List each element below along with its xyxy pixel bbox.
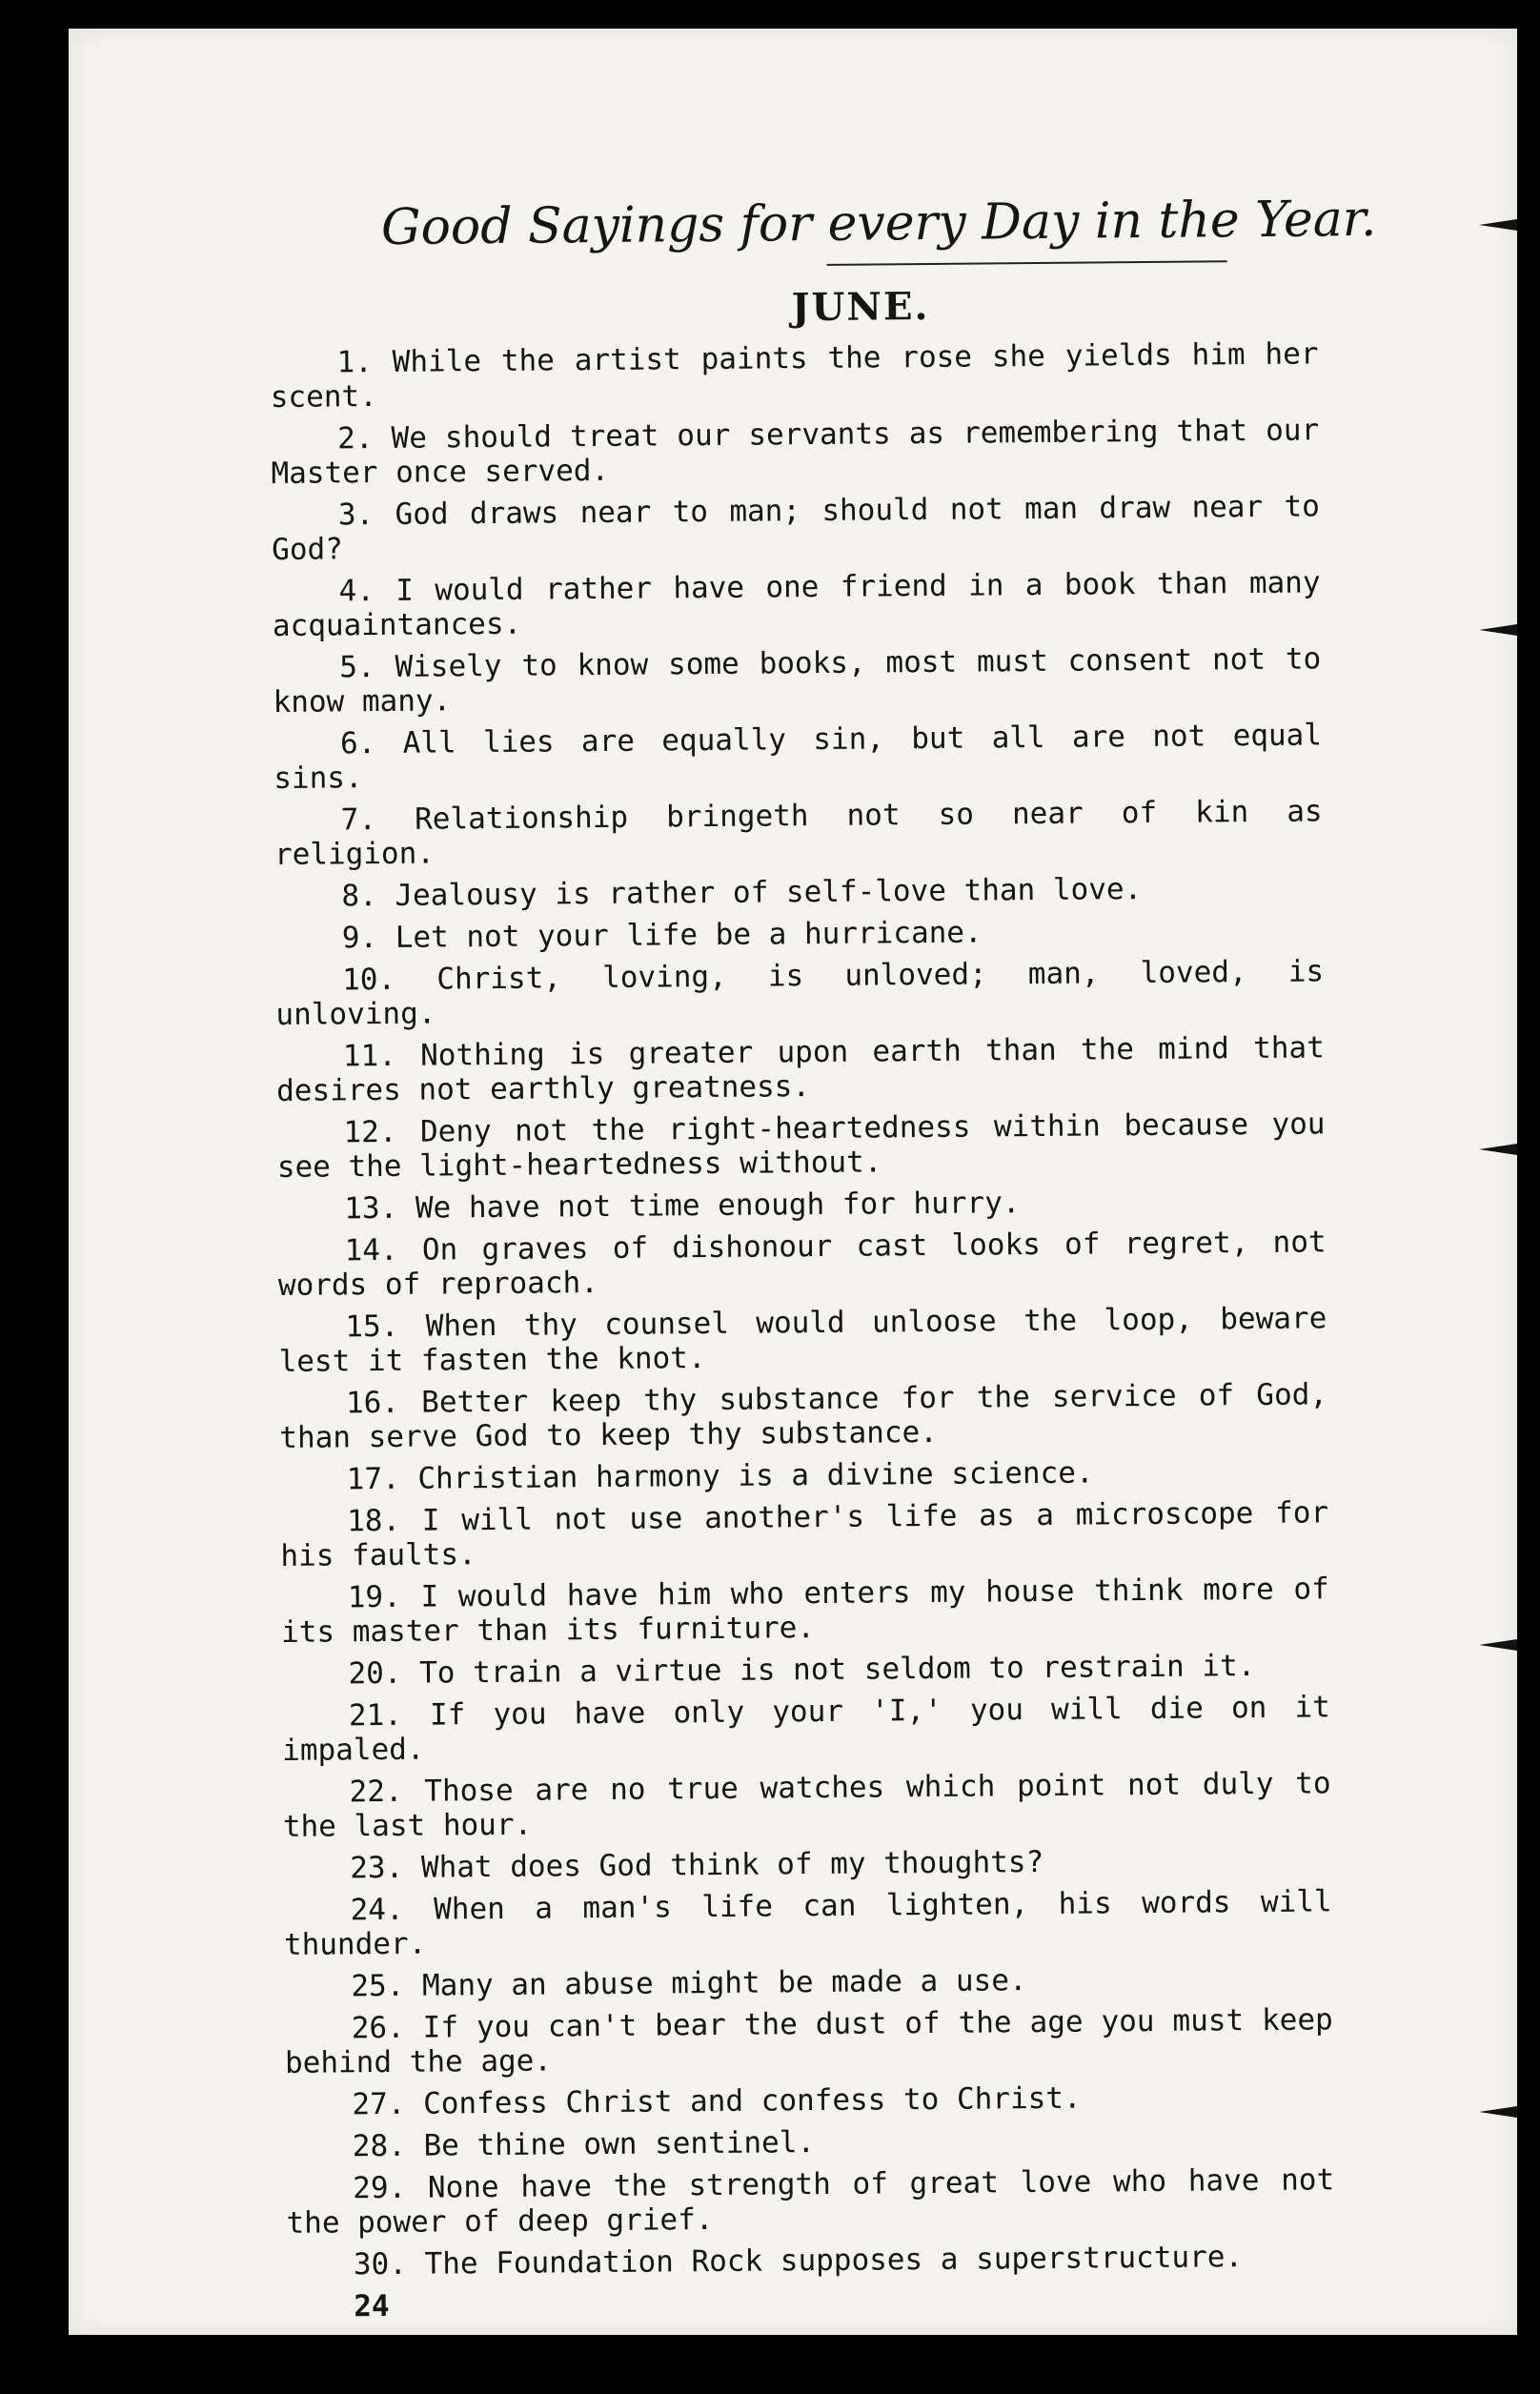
saying-text: None have the strength of great love who have not the power of deep grief. <box>286 2162 1335 2241</box>
saying-text: Many an abuse might be made a use. <box>421 1963 1027 2003</box>
saying-text: I would have him who enters my house think more of its master than its furniture. <box>280 1572 1329 1650</box>
saying-number: 29. <box>353 2170 407 2206</box>
saying-text: I would rather have one friend in a book than many acquaintances. <box>272 565 1321 643</box>
page-edge-mark <box>1479 1144 1517 1155</box>
saying-text: Relationship bringeth not so near of kin as religion. <box>274 794 1323 872</box>
saying-number: 19. <box>347 1579 401 1615</box>
sayings-list <box>270 336 1430 2282</box>
saying-text: Nothing is greater upon earth than the mind that desires not earthly greatness. <box>276 1030 1325 1108</box>
saying-number: 23. <box>350 1850 404 1886</box>
saying-item <box>276 1106 1326 1185</box>
saying-item <box>274 718 1323 796</box>
saying-item <box>286 2120 1334 2164</box>
page-edge-mark <box>1479 624 1517 636</box>
saying-number: 20. <box>348 1655 402 1692</box>
saying-number: 16. <box>345 1385 400 1421</box>
saying-text: What does God think of my thoughts? <box>420 1844 1044 1885</box>
saying-text: Let not your life be a hurricane. <box>395 915 983 955</box>
saying-number: 2. <box>337 421 374 456</box>
saying-item <box>271 413 1320 491</box>
page-edge-mark <box>1479 2106 1517 2118</box>
saying-item <box>282 1690 1331 1768</box>
saying-number: 21. <box>348 1697 403 1734</box>
saying-item <box>280 1453 1328 1497</box>
page-edge-mark <box>1479 219 1517 231</box>
saying-item <box>286 2162 1335 2241</box>
page-title: Good Sayings for every Day in the Year. <box>380 190 1377 256</box>
saying-number: 26. <box>351 2010 405 2046</box>
saying-number: 25. <box>351 1968 405 2004</box>
saying-item <box>273 641 1322 720</box>
saying-text: Christ, loving, is unloved; man, loved, is unloving. <box>275 954 1325 1032</box>
saying-number: 1. <box>336 345 373 380</box>
saying-item <box>277 1183 1326 1227</box>
saying-number: 30. <box>353 2246 408 2282</box>
saying-item <box>278 1301 1327 1379</box>
saying-item <box>276 1030 1326 1108</box>
saying-item <box>283 1842 1331 1886</box>
saying-item <box>274 870 1323 914</box>
saying-text: If you can't bear the dust of the age you must keep behind the age. <box>284 2002 1333 2080</box>
saying-text: When a man's life can lighten, his words will thunder. <box>283 1884 1332 1962</box>
saying-text: If you have only your 'I,' you will die on it impaled. <box>282 1690 1330 1768</box>
saying-item <box>282 1766 1331 1844</box>
saying-number: 12. <box>343 1114 397 1150</box>
saying-text: To train a virtue is not seldom to restrain it. <box>419 1649 1256 1691</box>
saying-text: Those are no true watches which point not duly to the last hour. <box>282 1766 1331 1844</box>
saying-item <box>280 1495 1329 1573</box>
saying-number: 18. <box>346 1503 401 1539</box>
saying-text: Wisely to know some books, most must consent not to know many. <box>273 641 1322 720</box>
saying-text: On graves of dishonour cast looks of regret, not words of reproach. <box>277 1225 1327 1303</box>
page-number: 24 <box>354 2288 390 2324</box>
saying-number: 17. <box>346 1461 400 1497</box>
saying-item <box>275 912 1324 956</box>
saying-number: 11. <box>342 1038 396 1074</box>
saying-number: 14. <box>344 1232 398 1268</box>
saying-number: 24. <box>350 1892 404 1928</box>
saying-text: Christian harmony is a divine science. <box>417 1455 1094 1496</box>
saying-text: Deny not the right-heartedness within because you see the light-heartedness without. <box>276 1106 1326 1185</box>
saying-number: 10. <box>341 962 396 998</box>
saying-number: 22. <box>349 1774 403 1810</box>
saying-item <box>277 1225 1327 1303</box>
saying-text: When thy counsel would unloose the loop, beware lest it fasten the knot. <box>278 1301 1327 1379</box>
saying-item <box>275 954 1325 1032</box>
title-divider <box>827 260 1227 266</box>
saying-item <box>281 1648 1329 1692</box>
saying-text: God draws near to man; should not man draw near to God? <box>272 489 1320 567</box>
saying-text: We should treat our servants as remembering that our Master once served. <box>271 413 1320 491</box>
saying-item <box>270 336 1319 415</box>
saying-text: Be thine own sentinel. <box>423 2125 816 2163</box>
saying-number: 5. <box>339 650 375 685</box>
saying-text: While the artist paints the rose she yields him her scent. <box>270 336 1319 415</box>
saying-item <box>287 2239 1335 2282</box>
saying-item <box>272 489 1321 567</box>
saying-text: All lies are equally sin, but all are not equal sins. <box>274 718 1323 796</box>
saying-number: 4. <box>338 574 375 609</box>
saying-item <box>279 1377 1328 1455</box>
saying-number: 27. <box>352 2086 406 2122</box>
saying-number: 15. <box>345 1309 399 1345</box>
saying-item <box>284 1884 1333 1962</box>
saying-text: Confess Christ and confess to Christ. <box>422 2080 1082 2121</box>
saying-text: Better keep thy substance for the service of God, than serve God to keep thy substance. <box>279 1377 1328 1455</box>
page-edge-mark <box>1479 1639 1517 1651</box>
saying-number: 9. <box>341 921 378 956</box>
saying-text: I will not use another's life as a microscope for his faults. <box>280 1495 1329 1573</box>
page-content <box>269 191 1430 2324</box>
saying-text: Jealousy is rather of self-love than love. <box>395 872 1143 913</box>
saying-item <box>285 2002 1334 2080</box>
saying-number: 13. <box>344 1190 398 1227</box>
saying-text: We have not time enough for hurry. <box>415 1186 1021 1226</box>
book-page <box>69 29 1517 2335</box>
saying-text: The Foundation Rock supposes a superstructure. <box>424 2240 1244 2282</box>
saying-number: 3. <box>337 497 375 533</box>
saying-number: 28. <box>352 2128 406 2164</box>
saying-item <box>285 2079 1333 2122</box>
month-heading: JUNE. <box>791 283 930 331</box>
saying-item <box>284 1960 1332 2004</box>
saying-number: 8. <box>341 879 377 914</box>
saying-item <box>272 565 1321 643</box>
saying-item <box>281 1572 1330 1650</box>
saying-number: 6. <box>339 726 376 761</box>
saying-item <box>274 794 1324 872</box>
saying-number: 7. <box>340 802 377 838</box>
